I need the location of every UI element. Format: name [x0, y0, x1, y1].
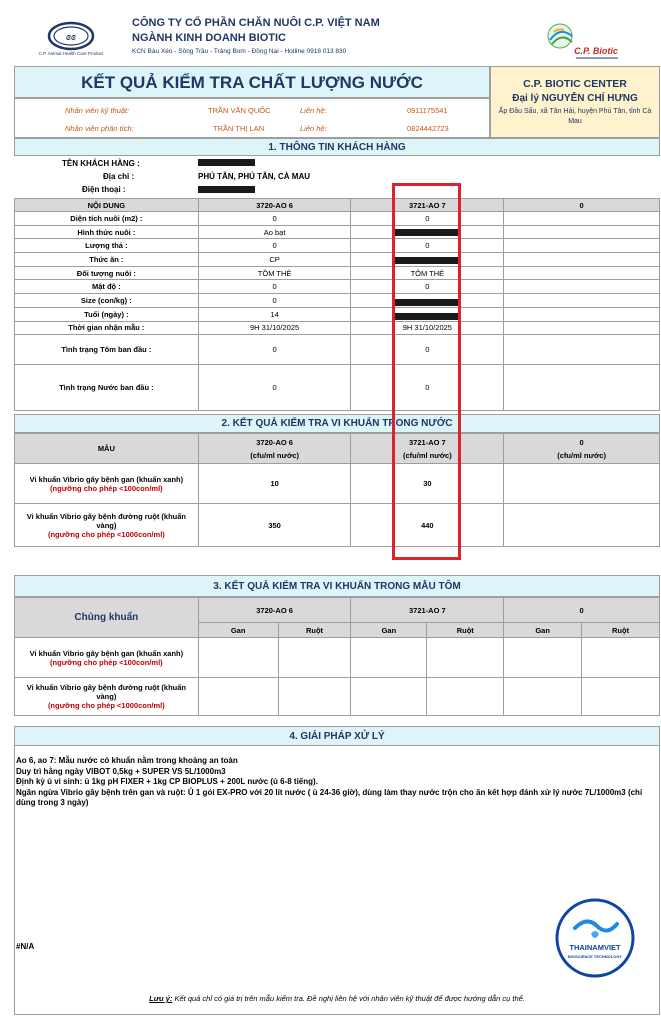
svg-text:C.P. Animal Health Care Produc: C.P. Animal Health Care Product — [38, 51, 104, 56]
col-header: 3721-AO 7 (cfu/ml nước) — [351, 434, 504, 464]
col-header: 3720-AO 6 (cfu/ml nước) — [198, 434, 351, 464]
section4-title: 4. GIẢI PHÁP XỬ LÝ — [14, 726, 660, 746]
info-row — [15, 239, 660, 253]
row-label: Vi khuẩn Vibrio gây bệnh đường ruột (khuẩn vàng) (ngưỡng cho phép <1000con/ml) — [15, 678, 199, 716]
solution-line: Ngăn ngừa Vibrio gây bệnh trên gan và ruột: Ủ 1 gói EX-PRO với 20 lít nước ( ủ 24-36 giờ), dùng làm thay nước trộn cho ăn kết hợp đánh xử lý nước 7L/1000m3 (chỉ dùng trong 3 ngày) — [16, 787, 643, 807]
info-row — [15, 266, 660, 280]
cell — [504, 464, 660, 504]
row-label: Vi khuẩn Vibrio gây bệnh gan (khuẩn xanh) (ngưỡng cho phép <100con/ml) — [15, 464, 199, 504]
thainamviet-logo — [555, 898, 635, 978]
cp-biotic-logo — [540, 18, 622, 62]
water-status-row — [15, 365, 660, 411]
content-header-row — [15, 199, 660, 212]
cell: 0 — [351, 239, 504, 253]
cell: 0 — [198, 239, 351, 253]
info-row — [15, 253, 660, 267]
col-header: 3720-AO 6 — [198, 199, 351, 212]
cell — [504, 294, 660, 308]
cell — [351, 678, 427, 716]
shrimp-bacteria-table — [14, 597, 660, 716]
row-label: Lượng thả : — [15, 239, 199, 253]
cell: CP — [198, 253, 351, 267]
division-name: NGÀNH KINH DOANH BIOTIC — [132, 32, 286, 44]
cell: 9H 31/10/2025 — [198, 321, 351, 335]
row-label: Thời gian nhận mẫu : — [15, 321, 199, 335]
cell: TÔM THẺ — [351, 266, 504, 280]
liver-vibrio-row — [15, 464, 660, 504]
customer-name-redacted — [198, 159, 255, 166]
row-label: Đối tượng nuôi : — [15, 266, 199, 280]
biotic-center-box — [490, 66, 660, 138]
shrimp-status-label: Tình trạng Tôm ban đầu : — [15, 335, 199, 365]
row-label: Thức ăn : — [15, 253, 199, 267]
col-header: 0 — [504, 598, 660, 623]
cell: 0 — [198, 280, 351, 294]
cell — [278, 678, 351, 716]
gan-header: Gan — [351, 623, 427, 638]
row-label: Vi khuẩn Vibrio gây bệnh đường ruột (khuẩn vàng) (ngưỡng cho phép <1000con/ml) — [15, 504, 199, 547]
solution-line: Ao 6, ao 7: Mẫu nước có khuẩn nằm trong khoảng an toàn — [16, 756, 238, 765]
cell — [582, 678, 660, 716]
analyst-name: TRẦN THỊ LAN — [213, 124, 265, 133]
info-row — [15, 294, 660, 308]
col-header: 0 (cfu/ml nước) — [504, 434, 660, 464]
customer-label: TÊN KHÁCH HÀNG : — [62, 159, 140, 168]
svg-text:THAINAMVIET: THAINAMVIET — [569, 943, 621, 952]
cell: Ao bạt — [198, 225, 351, 239]
cell: 0 — [351, 212, 504, 226]
staff-info — [14, 98, 490, 138]
cell: 350 — [198, 504, 351, 547]
center-name: C.P. BIOTIC CENTER — [523, 78, 627, 90]
cell — [278, 638, 351, 678]
cell: 440 — [351, 504, 504, 547]
ruot-header: Ruột — [582, 623, 660, 638]
report-title: KẾT QUẢ KIỂM TRA CHẤT LƯỢNG NƯỚC — [81, 73, 423, 92]
cell — [504, 280, 660, 294]
strain-header-row — [15, 598, 660, 623]
gut-vibrio-row — [15, 678, 660, 716]
section2-title: 2. KẾT QUẢ KIỂM TRA VI KHUẨN TRONG NƯỚC — [14, 414, 660, 433]
shrimp-status-row — [15, 335, 660, 365]
svg-text:C.P. Biotic: C.P. Biotic — [574, 46, 618, 56]
gan-header: Gan — [198, 623, 278, 638]
sample-header-row — [15, 434, 660, 464]
footer-note — [14, 994, 660, 1003]
na-text: #N/A — [16, 942, 35, 951]
tech-phone: 0911175541 — [407, 106, 448, 115]
info-row — [15, 321, 660, 335]
info-row — [15, 280, 660, 294]
content-header: NỘI DUNG — [15, 199, 199, 212]
cell: 0 — [198, 365, 351, 411]
cell — [504, 239, 660, 253]
cell — [504, 253, 660, 267]
agent-address: Ấp Đầu Sấu, xã Tân Hải, huyện Phú Tân, tỉnh Cà Mau — [498, 108, 652, 125]
cell: TÔM THẺ — [198, 266, 351, 280]
sample-label: MẪU — [15, 434, 199, 464]
cell — [504, 307, 660, 321]
cell: 0 — [198, 294, 351, 308]
cell: 9H 31/10/2025 — [351, 321, 504, 335]
cell: 30 — [351, 464, 504, 504]
info-row — [15, 212, 660, 226]
col-header: 3720-AO 6 — [198, 598, 351, 623]
cell — [427, 678, 504, 716]
analyst-label: Nhân viên phân tích: — [65, 124, 134, 133]
row-label: Hình thức nuôi : — [15, 225, 199, 239]
info-row — [15, 225, 660, 239]
row-label: Vi khuẩn Vibrio gây bệnh gan (khuẩn xanh) (ngưỡng cho phép <100con/ml) — [15, 638, 199, 678]
cell — [504, 212, 660, 226]
note-text: Kết quả chỉ có giá trị trên mẫu kiểm tra. Đề nghị liên hệ với nhân viên kỹ thuật để được hướng dẫn cụ thể. — [172, 994, 525, 1003]
phone-label: Điện thoại : — [82, 185, 126, 194]
ruot-header: Ruột — [278, 623, 351, 638]
phone-redacted — [198, 186, 255, 193]
cell — [427, 638, 504, 678]
cell — [504, 335, 660, 365]
cell — [198, 638, 278, 678]
tech-contact-label: Liên hệ: — [300, 106, 327, 115]
liver-vibrio-row — [15, 638, 660, 678]
cell: 0 — [351, 335, 504, 365]
cell — [504, 678, 582, 716]
svg-text:BIOSCIENCE TECHNOLOGY: BIOSCIENCE TECHNOLOGY — [567, 954, 623, 959]
strain-label: Chủng khuẩn — [15, 598, 199, 638]
cell: 0 — [351, 365, 504, 411]
cell — [504, 504, 660, 547]
cell — [504, 266, 660, 280]
solution-line: Duy trì hằng ngày VIBOT 0,5kg + SUPER VS 5L/1000m3 — [16, 766, 226, 776]
report-title-box — [14, 66, 490, 98]
section3-title: 3. KẾT QUẢ KIỂM TRA VI KHUẨN TRONG MẪU TÔM — [14, 575, 660, 597]
row-label: Diện tích nuôi (m2) : — [15, 212, 199, 226]
analyst-phone: 0824442723 — [407, 124, 449, 133]
cell — [504, 225, 660, 239]
cell — [504, 638, 582, 678]
cell: 0 — [198, 335, 351, 365]
cell — [504, 365, 660, 411]
gan-header: Gan — [504, 623, 582, 638]
water-bacteria-table — [14, 433, 660, 547]
row-label: Size (con/kg) : — [15, 294, 199, 308]
info-row — [15, 307, 660, 321]
note-label: Lưu ý: — [149, 994, 173, 1003]
row-label: Tuổi (ngày) : — [15, 307, 199, 321]
tech-label: Nhân viên kỹ thuật: — [65, 106, 130, 115]
col-header: 3721-AO 7 — [351, 199, 504, 212]
col-header: 0 — [504, 199, 660, 212]
analyst-contact-label: Liên hệ: — [300, 124, 327, 133]
address-label: Địa chỉ : — [103, 172, 135, 181]
cell: 10 — [198, 464, 351, 504]
cp-logo — [30, 20, 112, 58]
water-status-label: Tình trạng Nước ban đầu : — [15, 365, 199, 411]
cell: 0 — [198, 212, 351, 226]
cell — [582, 638, 660, 678]
row-label: Mật độ : — [15, 280, 199, 294]
ruot-header: Ruột — [427, 623, 504, 638]
cell: 0 — [351, 280, 504, 294]
tech-name: TRẦN VĂN QUỐC — [208, 106, 271, 115]
address-value: PHÚ TÂN, PHÚ TÂN, CÀ MAU — [198, 172, 310, 181]
highlight-box — [392, 183, 461, 560]
company-name: CÔNG TY CỔ PHẦN CHĂN NUÔI C.P. VIỆT NAM — [132, 17, 380, 29]
solution-line: Định kỳ ủ vi sinh: ủ 1kg pH FIXER + 1kg CP BIOPLUS + 200L nước (ủ 6-8 tiếng). — [16, 777, 318, 786]
company-address: KCN Bàu Xéo - Sông Trầu - Trảng Bom - Đồng Nai - Hotline 0918 013 830 — [132, 48, 347, 55]
cell — [351, 638, 427, 678]
cell — [504, 321, 660, 335]
cell — [198, 678, 278, 716]
customer-info-table — [14, 198, 660, 411]
col-header: 3721-AO 7 — [351, 598, 504, 623]
svg-text:ɞɞ: ɞɞ — [65, 31, 77, 43]
cell: 14 — [198, 307, 351, 321]
section1-title: 1. THÔNG TIN KHÁCH HÀNG — [14, 138, 660, 156]
agent-name: Đại lý NGUYỄN CHÍ HƯNG — [512, 93, 638, 104]
solution-text — [16, 756, 656, 809]
gut-vibrio-row — [15, 504, 660, 547]
